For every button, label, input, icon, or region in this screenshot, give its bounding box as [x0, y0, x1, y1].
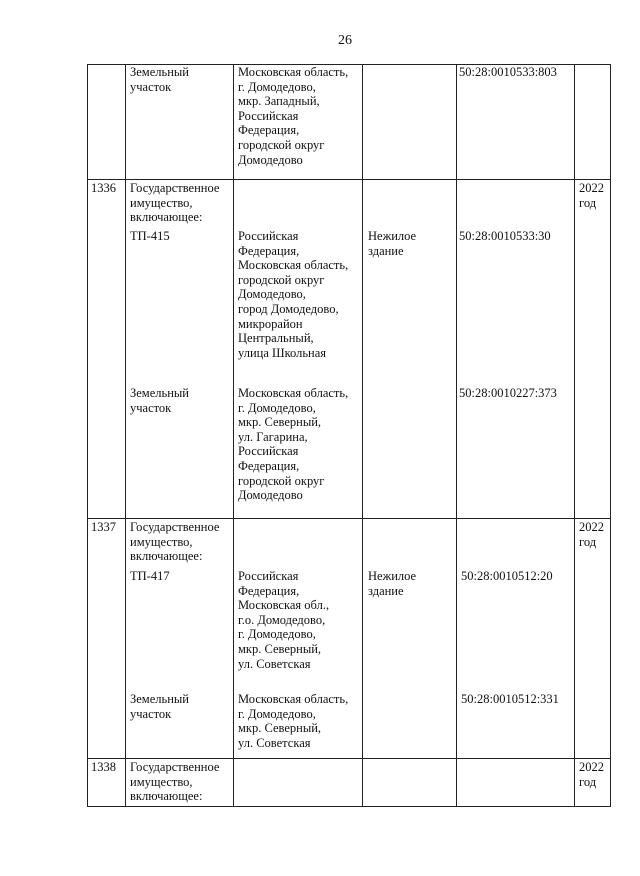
row-1336-item1-type: Нежилое здание — [368, 229, 417, 258]
row-cont-name: Земельный участок — [130, 65, 189, 94]
row-1337-header: Государственное имущество, включающее: — [130, 520, 220, 564]
row-1337-year: 2022 год — [579, 520, 604, 549]
row-cont-address: Московская область, г. Домодедово, мкр. Западный, Российская Федерация, городской округ Домодедово — [238, 65, 349, 167]
row-1336-item1-address: Российская Федерация, Московская область, городской округ Домодедово, город Домодедово, микрорайон Центральный, улица Школьная — [238, 229, 349, 360]
row-1337-item2-cadastral: 50:28:0010512:331 — [461, 692, 559, 706]
row-1337-id: 1337 — [91, 520, 116, 534]
row-1336-item2-cadastral: 50:28:0010227:373 — [459, 386, 557, 400]
row-1336-id: 1336 — [91, 181, 116, 195]
row-1336-item2-address: Московская область, г. Домодедово, мкр. Северный, ул. Гагарина, Российская Федерация, городской округ Домодедово — [238, 386, 349, 503]
row-1336-item1-name: ТП-415 — [130, 229, 170, 243]
row-1337-item1-address: Российская Федерация, Московская обл., г.о. Домодедово, г. Домодедово, мкр. Северный, ул. Советская — [238, 569, 330, 671]
row-cont-cadastral: 50:28:0010533:803 — [459, 65, 557, 79]
row-1337-item1-name: ТП-417 — [130, 569, 170, 583]
row-1337-item1-type: Нежилое здание — [368, 569, 417, 598]
property-table — [87, 64, 611, 807]
row-1336-year: 2022 год — [579, 181, 604, 210]
row-1338-year: 2022 год — [579, 760, 604, 789]
page-number: 26 — [338, 33, 352, 48]
row-1336-header: Государственное имущество, включающее: — [130, 181, 220, 225]
row-1337-item1-cadastral: 50:28:0010512:20 — [461, 569, 553, 583]
row-1338-header: Государственное имущество, включающее: — [130, 760, 220, 804]
row-1337-item2-address: Московская область, г. Домодедово, мкр. Северный, ул. Советская — [238, 692, 349, 750]
row-1336-item1-cadastral: 50:28:0010533:30 — [459, 229, 551, 243]
row-1338-id: 1338 — [91, 760, 116, 774]
row-1337-item2-name: Земельный участок — [130, 692, 189, 721]
row-1336-item2-name: Земельный участок — [130, 386, 189, 415]
